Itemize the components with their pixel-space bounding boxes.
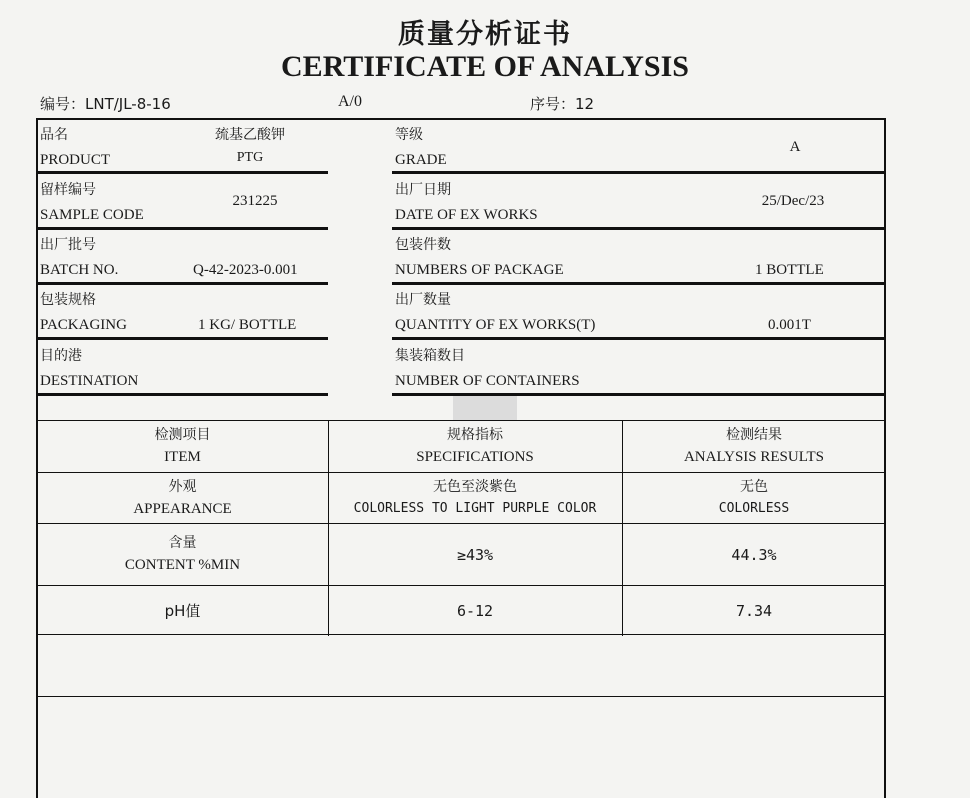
appearance-result-cn: 无色 (740, 479, 768, 495)
sample-code-value: 231225 (232, 193, 278, 209)
appearance-result (622, 476, 886, 520)
packages-label-cn: 包装件数 (395, 237, 451, 253)
batch-label-cn: 出厂批号 (40, 237, 96, 253)
header-result-cn: 检测结果 (726, 427, 782, 443)
appearance-item-cn: 外观 (168, 479, 197, 495)
divider (392, 171, 886, 174)
ph-spec: 6-12 (456, 602, 494, 620)
batch-value: Q-42-2023-0.001 (193, 262, 298, 278)
table-border (37, 696, 886, 697)
product-label-cn: 品名 (40, 127, 68, 143)
header-result-en: ANALYSIS RESULTS (683, 449, 825, 465)
product-label-en: PRODUCT (40, 152, 111, 168)
revision: A/0 (338, 93, 362, 110)
divider (392, 227, 886, 230)
table-border (37, 634, 886, 635)
header-spec-en: SPECIFICATIONS (416, 449, 534, 465)
analysis-table (37, 420, 886, 778)
ph-item: pH值 (164, 602, 201, 620)
divider (37, 227, 328, 230)
table-border (37, 523, 886, 524)
table-border (37, 420, 886, 421)
serial-number: 序号：12 (530, 95, 595, 113)
packages-label-en: NUMBERS OF PACKAGE (395, 262, 564, 278)
divider (392, 282, 886, 285)
title-english: CERTIFICATE OF ANALYSIS (281, 50, 689, 83)
grade-value: A (789, 139, 801, 155)
content-item-cn: 含量 (168, 535, 197, 551)
containers-label-en: NUMBER OF CONTAINERS (395, 373, 580, 389)
product-value-cn: 巯基乙酸钾 (215, 127, 285, 143)
quantity-value: 0.001T (768, 317, 811, 333)
divider (37, 337, 328, 340)
divider (37, 393, 328, 396)
date-label-en: DATE OF EX WORKS (395, 207, 538, 223)
appearance-result-en: COLORLESS (718, 501, 790, 516)
quantity-label-en: QUANTITY OF EX WORKS(T) (395, 317, 596, 333)
content-item-en: CONTENT %MIN (124, 557, 241, 573)
packaging-value: 1 KG/ BOTTLE (198, 317, 297, 333)
appearance-item-en: APPEARANCE (133, 501, 232, 517)
appearance-spec-cn: 无色至淡紫色 (433, 479, 517, 495)
sample-code-label-cn: 留样编号 (40, 182, 96, 198)
table-row (37, 476, 328, 520)
ph-result: 7.34 (735, 602, 773, 620)
content-result: 44.3% (731, 546, 777, 564)
table-row (37, 532, 328, 576)
sample-code-label-en: SAMPLE CODE (40, 207, 144, 223)
packages-value: 1 BOTTLE (755, 262, 824, 278)
appearance-spec (328, 476, 622, 520)
table-header-specifications (328, 424, 622, 468)
table-header-item (37, 424, 328, 468)
header-item-en: ITEM (164, 449, 201, 465)
document-code: 编号：LNT/JL-8-16 (40, 95, 171, 113)
batch-label-en: BATCH NO. (40, 262, 119, 278)
containers-label-cn: 集装箱数目 (395, 348, 465, 364)
header-spec-cn: 规格指标 (447, 427, 503, 443)
divider (37, 171, 328, 174)
packaging-label-cn: 包装规格 (40, 292, 96, 308)
title-chinese: 质量分析证书 (398, 19, 572, 50)
divider (37, 282, 328, 285)
grade-label-en: GRADE (395, 152, 447, 168)
header-item-cn: 检测项目 (154, 427, 211, 443)
redaction-block (453, 396, 517, 420)
appearance-spec-en: COLORLESS TO LIGHT PURPLE COLOR (353, 501, 597, 516)
table-header-results (622, 424, 886, 468)
quantity-label-cn: 出厂数量 (395, 292, 451, 308)
divider (392, 337, 886, 340)
table-border (37, 585, 886, 586)
table-border (37, 472, 886, 473)
date-value: 25/Dec/23 (761, 193, 825, 209)
product-value-en: PTG (236, 150, 264, 165)
destination-label-en: DESTINATION (40, 373, 139, 389)
packaging-label-en: PACKAGING (40, 317, 127, 333)
destination-label-cn: 目的港 (40, 348, 82, 364)
content-spec: ≥43% (456, 546, 494, 564)
grade-label-cn: 等级 (395, 127, 423, 143)
date-label-cn: 出厂日期 (395, 182, 451, 198)
